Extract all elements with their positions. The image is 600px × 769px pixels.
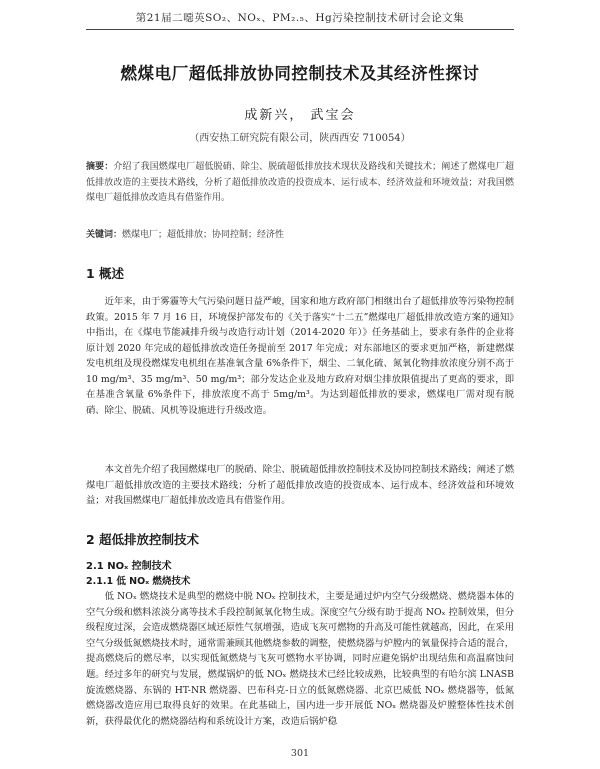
section-1-paragraph-1: 近年来，由于雾霾等大气污染问题日益严峻，国家和地方政府部门相继出台了超低排放等污染物控制政策。2015 年 7 月 16 日，环境保护部发布的《关于落实“十二五”燃煤电厂超低排放改造方案的通知》中指出，在《煤电节能减排升级与改造行动计划（2014-2020 年）》任务基础上，要求有条件的企业将原计划 2020 年完成的超低排放改造任务提前至 2017 年完成；对东部地区的要求更加严格，新建燃煤发电机组及现役燃煤发电机组在基准氧含量 6%条件下，烟尘、二氧化硫、氮氧化物排放浓度分别不高于 10 mg/m³、35 mg/m³、50 mg/m³；部分发达企业及地方政府对烟尘排放限值提出了更高的要求，即在基准含氧量 6%条件下，排放浓度不高于 5mg/m³。为达到超低排放的要求，燃煤电厂需对现有脱硝、除尘、脱硫、风机等设施进行升级改造。 xyxy=(86,296,514,416)
abstract-label: 摘要： xyxy=(86,162,114,172)
section-2-heading: 2 超低排放控制技术 xyxy=(86,532,200,547)
section-1-heading: 1 概述 xyxy=(86,266,125,281)
section-2-paragraph-1: 低 NOₓ 燃烧技术是典型的燃烧中脱 NOₓ 控制技术，主要是通过炉内空气分级燃烧、燃烧器本体的空气分级和燃料浓淡分离等技术手段控制氮氧化物生成。深度空气分级有助于提高 NOₓ 控制效果，但分级程度过深，会造成燃烧器区域还原性气氛增强，造成飞灰可燃物的升高及可能性就越高，因此，在采用空气分级低氮燃烧技术时，通常需兼顾其他燃烧参数的调整，使燃烧器与炉膛内的氧量保持合适的混合，提高燃烧后的燃尽率，以实现低氮燃烧与飞灰可燃物水平协调，同时应避免锅炉出现结焦和高温腐蚀问题。 xyxy=(86,591,514,680)
subsection-2-1-heading: 2.1 NOₓ 控制技术 xyxy=(86,561,172,572)
abstract xyxy=(86,160,514,207)
running-header: 第21届二噁英SO₂、NOₓ、PM₂.₅、Hg污染控制技术研讨会论文集 xyxy=(135,12,465,24)
subsection-2-1-1-heading: 2.1.1 低 NOₓ 燃烧技术 xyxy=(86,576,191,587)
section-2-paragraph-2: 经过多年的研究与发展，燃煤锅炉的低 NOₓ 燃烧技术已经比较成熟，比较典型的有哈尔滨 LNASB 旋流燃烧器、东锅的 HT-NR 燃烧器、巴布科克-日立的低氮燃烧器、北京巴威低 NOₓ 燃烧器等，低氮燃烧器改造应用已取得良好的效果。在此基础上，国内进一步开展低 NOₓ 燃烧器及炉膛整体性技术创新，获得最优化的燃烧器结构和系统设计方案，改造后锅炉稳 xyxy=(86,669,514,727)
paper-authors: 成新兴， 武宝会 xyxy=(244,108,356,123)
keywords xyxy=(86,228,514,243)
section-1-paragraph-2: 本文首先介绍了我国燃煤电厂的脱硝、除尘、脱硫超低排放控制技术及协同控制技术路线；阐述了燃煤电厂超低排放改造的主要技术路线；分析了超低排放改造的投资成本、运行成本、经济效益和环境效益；对我国燃煤电厂超低排放改造具有借鉴作用。 xyxy=(86,464,514,506)
paper-affiliation: （西安热工研究院有限公司，陕西西安 710054） xyxy=(189,133,411,144)
page-number: 301 xyxy=(290,748,310,759)
keywords-text: 燃煤电厂；超低排放；协同控制；经济性 xyxy=(122,230,285,240)
header-divider xyxy=(86,29,514,30)
keywords-label: 关键词： xyxy=(86,230,123,240)
abstract-text: 介绍了我国燃煤电厂超低脱硝、除尘、脱硫超低排放技术现状及路线和关键技术；阐述了燃煤电厂超低排放改造的主要技术路线，分析了超低排放改造的投资成本、运行成本、经济效益和环境效益；对我国燃煤电厂超低排放改造具有借鉴作用。 xyxy=(86,162,514,203)
paper-title: 燃煤电厂超低排放协同控制技术及其经济性探讨 xyxy=(120,64,480,83)
